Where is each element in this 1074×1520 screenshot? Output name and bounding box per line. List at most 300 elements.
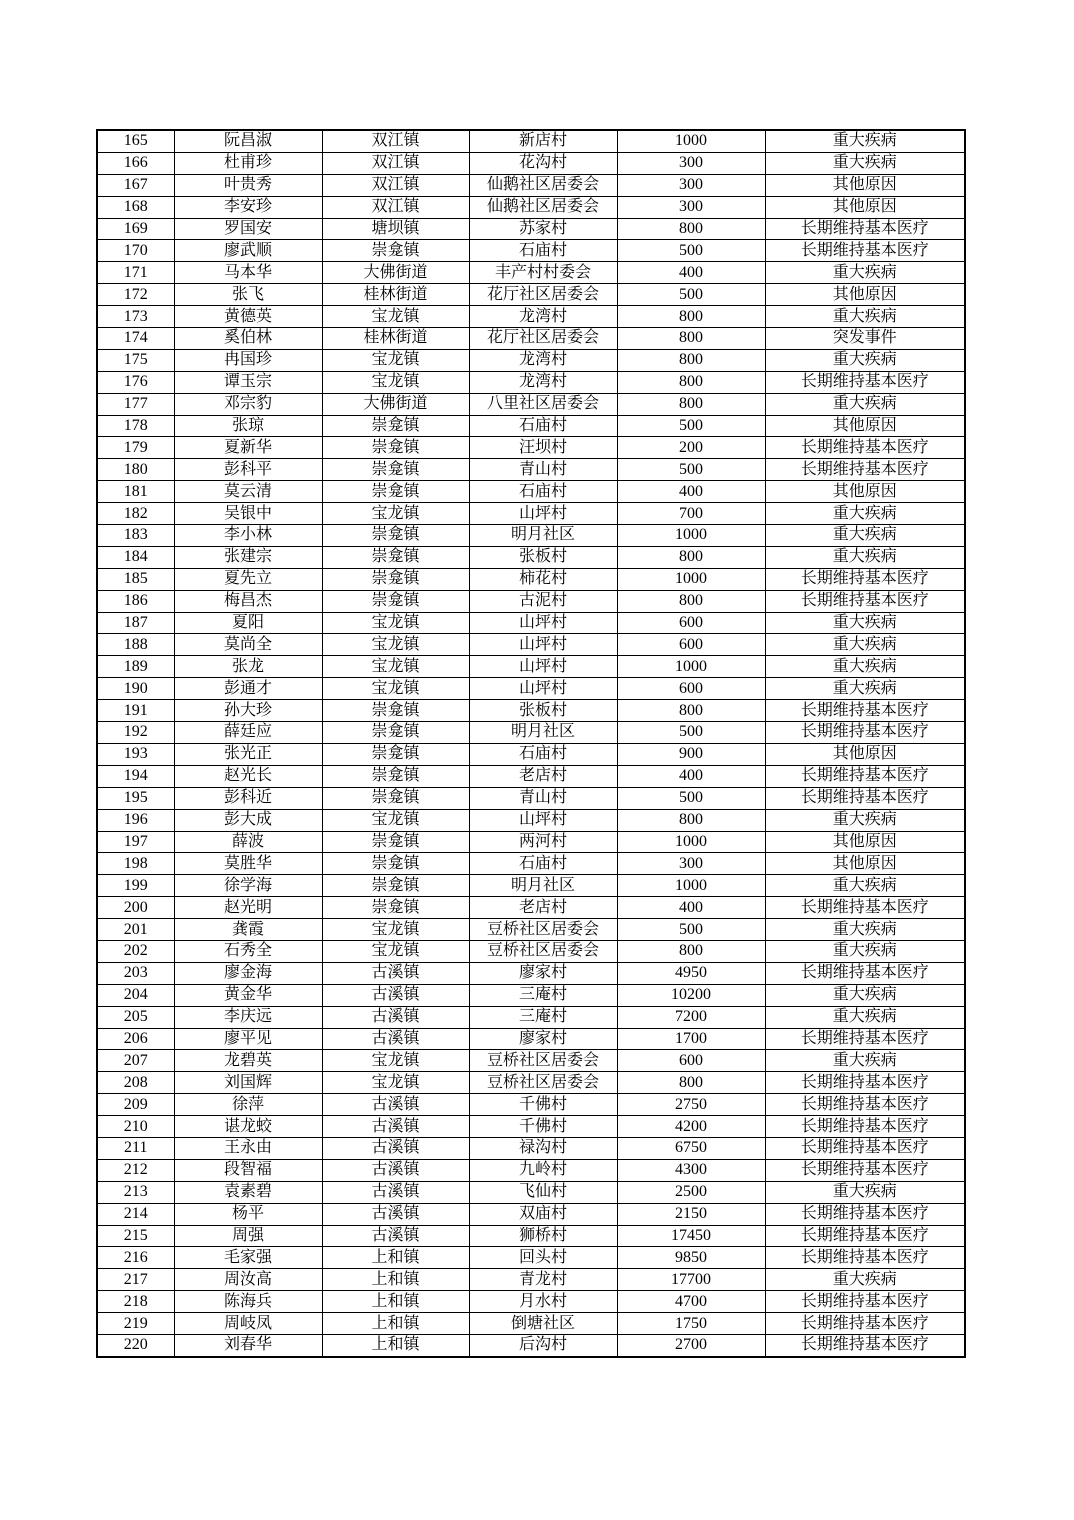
amount-cell: 700 — [617, 503, 765, 525]
reason-cell: 其他原因 — [765, 831, 965, 853]
amount-cell: 500 — [617, 415, 765, 437]
village-cell: 豆桥社区居委会 — [469, 940, 617, 962]
row-number-cell: 204 — [97, 984, 174, 1006]
reason-cell: 突发事件 — [765, 328, 965, 350]
table-row — [97, 1028, 965, 1050]
village-cell: 古泥村 — [469, 590, 617, 612]
table-row — [97, 568, 965, 590]
village-cell: 千佛村 — [469, 1116, 617, 1138]
person-name-cell: 周强 — [174, 1225, 322, 1247]
reason-cell: 其他原因 — [765, 743, 965, 765]
row-number-cell: 166 — [97, 152, 174, 174]
table-row — [97, 437, 965, 459]
village-cell: 青山村 — [469, 459, 617, 481]
town-cell: 宝龙镇 — [322, 306, 469, 328]
town-cell: 崇龛镇 — [322, 459, 469, 481]
reason-cell: 重大疾病 — [765, 875, 965, 897]
table-row — [97, 897, 965, 919]
row-number-cell: 198 — [97, 853, 174, 875]
town-cell: 宝龙镇 — [322, 656, 469, 678]
table-row — [97, 1247, 965, 1269]
reason-cell: 重大疾病 — [765, 393, 965, 415]
village-cell: 豆桥社区居委会 — [469, 919, 617, 941]
person-name-cell: 夏新华 — [174, 437, 322, 459]
row-number-cell: 193 — [97, 743, 174, 765]
amount-cell: 300 — [617, 196, 765, 218]
village-cell: 石庙村 — [469, 415, 617, 437]
row-number-cell: 176 — [97, 371, 174, 393]
row-number-cell: 169 — [97, 218, 174, 240]
village-cell: 石庙村 — [469, 481, 617, 503]
village-cell: 丰产村村委会 — [469, 262, 617, 284]
row-number-cell: 168 — [97, 196, 174, 218]
person-name-cell: 马本华 — [174, 262, 322, 284]
row-number-cell: 173 — [97, 306, 174, 328]
person-name-cell: 黄德英 — [174, 306, 322, 328]
row-number-cell: 185 — [97, 568, 174, 590]
village-cell: 豆桥社区居委会 — [469, 1050, 617, 1072]
table-row — [97, 1006, 965, 1028]
reason-cell: 长期维持基本医疗 — [765, 459, 965, 481]
village-cell: 狮桥村 — [469, 1225, 617, 1247]
village-cell: 石庙村 — [469, 853, 617, 875]
table-row — [97, 962, 965, 984]
row-number-cell: 188 — [97, 634, 174, 656]
town-cell: 古溪镇 — [322, 984, 469, 1006]
amount-cell: 800 — [617, 940, 765, 962]
amount-cell: 2700 — [617, 1334, 765, 1356]
reason-cell: 长期维持基本医疗 — [765, 962, 965, 984]
amount-cell: 500 — [617, 787, 765, 809]
town-cell: 宝龙镇 — [322, 1072, 469, 1094]
row-number-cell: 180 — [97, 459, 174, 481]
town-cell: 宝龙镇 — [322, 503, 469, 525]
row-number-cell: 217 — [97, 1269, 174, 1291]
person-name-cell: 李安珍 — [174, 196, 322, 218]
reason-cell: 长期维持基本医疗 — [765, 1203, 965, 1225]
reason-cell: 长期维持基本医疗 — [765, 568, 965, 590]
row-number-cell: 190 — [97, 678, 174, 700]
amount-cell: 500 — [617, 459, 765, 481]
person-name-cell: 彭通才 — [174, 678, 322, 700]
table-row — [97, 634, 965, 656]
row-number-cell: 170 — [97, 240, 174, 262]
reason-cell: 重大疾病 — [765, 349, 965, 371]
amount-cell: 6750 — [617, 1137, 765, 1159]
town-cell: 双江镇 — [322, 130, 469, 152]
person-name-cell: 廖金海 — [174, 962, 322, 984]
town-cell: 崇龛镇 — [322, 481, 469, 503]
reason-cell: 重大疾病 — [765, 809, 965, 831]
amount-cell: 1000 — [617, 656, 765, 678]
table-row — [97, 919, 965, 941]
village-cell: 两河村 — [469, 831, 617, 853]
village-cell: 回头村 — [469, 1247, 617, 1269]
person-name-cell: 刘春华 — [174, 1334, 322, 1356]
table-row — [97, 174, 965, 196]
person-name-cell: 杨平 — [174, 1203, 322, 1225]
reason-cell: 其他原因 — [765, 481, 965, 503]
table-row — [97, 1094, 965, 1116]
village-cell: 张板村 — [469, 546, 617, 568]
reason-cell: 长期维持基本医疗 — [765, 1116, 965, 1138]
row-number-cell: 207 — [97, 1050, 174, 1072]
person-name-cell: 李小林 — [174, 525, 322, 547]
town-cell: 古溪镇 — [322, 1203, 469, 1225]
person-name-cell: 冉国珍 — [174, 349, 322, 371]
reason-cell: 长期维持基本医疗 — [765, 1334, 965, 1356]
amount-cell: 800 — [617, 590, 765, 612]
village-cell: 石庙村 — [469, 240, 617, 262]
town-cell: 古溪镇 — [322, 1159, 469, 1181]
row-number-cell: 211 — [97, 1137, 174, 1159]
amount-cell: 4950 — [617, 962, 765, 984]
amount-cell: 300 — [617, 174, 765, 196]
reason-cell: 重大疾病 — [765, 306, 965, 328]
row-number-cell: 167 — [97, 174, 174, 196]
table-row — [97, 853, 965, 875]
reason-cell: 长期维持基本医疗 — [765, 240, 965, 262]
village-cell: 花沟村 — [469, 152, 617, 174]
table-row — [97, 262, 965, 284]
person-name-cell: 赵光长 — [174, 765, 322, 787]
person-name-cell: 廖平见 — [174, 1028, 322, 1050]
row-number-cell: 175 — [97, 349, 174, 371]
table-row — [97, 656, 965, 678]
row-number-cell: 218 — [97, 1291, 174, 1313]
amount-cell: 10200 — [617, 984, 765, 1006]
town-cell: 古溪镇 — [322, 1181, 469, 1203]
amount-cell: 200 — [617, 437, 765, 459]
person-name-cell: 叶贵秀 — [174, 174, 322, 196]
amount-cell: 1000 — [617, 831, 765, 853]
reason-cell: 长期维持基本医疗 — [765, 1291, 965, 1313]
town-cell: 崇龛镇 — [322, 415, 469, 437]
person-name-cell: 廖武顺 — [174, 240, 322, 262]
town-cell: 双江镇 — [322, 152, 469, 174]
table-row — [97, 459, 965, 481]
town-cell: 宝龙镇 — [322, 371, 469, 393]
table-row — [97, 612, 965, 634]
person-name-cell: 张光正 — [174, 743, 322, 765]
table-row — [97, 415, 965, 437]
row-number-cell: 186 — [97, 590, 174, 612]
village-cell: 三庵村 — [469, 984, 617, 1006]
amount-cell: 800 — [617, 546, 765, 568]
reason-cell: 其他原因 — [765, 284, 965, 306]
table-row — [97, 328, 965, 350]
row-number-cell: 220 — [97, 1334, 174, 1356]
reason-cell: 长期维持基本医疗 — [765, 1225, 965, 1247]
person-name-cell: 夏先立 — [174, 568, 322, 590]
table-row — [97, 765, 965, 787]
person-name-cell: 奚伯林 — [174, 328, 322, 350]
town-cell: 崇龛镇 — [322, 568, 469, 590]
town-cell: 宝龙镇 — [322, 919, 469, 941]
reason-cell: 长期维持基本医疗 — [765, 787, 965, 809]
village-cell: 龙湾村 — [469, 371, 617, 393]
reason-cell: 重大疾病 — [765, 656, 965, 678]
village-cell: 明月社区 — [469, 875, 617, 897]
village-cell: 青龙村 — [469, 1269, 617, 1291]
reason-cell: 重大疾病 — [765, 525, 965, 547]
person-name-cell: 彭科平 — [174, 459, 322, 481]
person-name-cell: 梅昌杰 — [174, 590, 322, 612]
reason-cell: 其他原因 — [765, 415, 965, 437]
person-name-cell: 阮昌淑 — [174, 130, 322, 152]
person-name-cell: 莫胜华 — [174, 853, 322, 875]
table-row — [97, 1137, 965, 1159]
amount-cell: 600 — [617, 678, 765, 700]
assistance-table — [96, 129, 966, 1358]
person-name-cell: 彭大成 — [174, 809, 322, 831]
amount-cell: 17700 — [617, 1269, 765, 1291]
village-cell: 花厅社区居委会 — [469, 284, 617, 306]
town-cell: 崇龛镇 — [322, 525, 469, 547]
reason-cell: 重大疾病 — [765, 678, 965, 700]
village-cell: 老店村 — [469, 765, 617, 787]
table-row — [97, 1159, 965, 1181]
table-row — [97, 1334, 965, 1356]
amount-cell: 800 — [617, 1072, 765, 1094]
person-name-cell: 彭科近 — [174, 787, 322, 809]
person-name-cell: 张建宗 — [174, 546, 322, 568]
village-cell: 花厅社区居委会 — [469, 328, 617, 350]
town-cell: 古溪镇 — [322, 1137, 469, 1159]
village-cell: 山坪村 — [469, 503, 617, 525]
row-number-cell: 199 — [97, 875, 174, 897]
reason-cell: 长期维持基本医疗 — [765, 700, 965, 722]
row-number-cell: 189 — [97, 656, 174, 678]
amount-cell: 1000 — [617, 568, 765, 590]
reason-cell: 重大疾病 — [765, 1006, 965, 1028]
amount-cell: 2750 — [617, 1094, 765, 1116]
person-name-cell: 石秀全 — [174, 940, 322, 962]
village-cell: 千佛村 — [469, 1094, 617, 1116]
village-cell: 禄沟村 — [469, 1137, 617, 1159]
town-cell: 崇龛镇 — [322, 875, 469, 897]
row-number-cell: 202 — [97, 940, 174, 962]
table-row — [97, 481, 965, 503]
village-cell: 双庙村 — [469, 1203, 617, 1225]
person-name-cell: 邓宗豹 — [174, 393, 322, 415]
row-number-cell: 200 — [97, 897, 174, 919]
person-name-cell: 张飞 — [174, 284, 322, 306]
reason-cell: 长期维持基本医疗 — [765, 1159, 965, 1181]
reason-cell: 长期维持基本医疗 — [765, 1137, 965, 1159]
town-cell: 双江镇 — [322, 174, 469, 196]
table-row — [97, 831, 965, 853]
row-number-cell: 177 — [97, 393, 174, 415]
reason-cell: 其他原因 — [765, 196, 965, 218]
town-cell: 宝龙镇 — [322, 1050, 469, 1072]
reason-cell: 长期维持基本医疗 — [765, 218, 965, 240]
town-cell: 崇龛镇 — [322, 437, 469, 459]
table-row — [97, 503, 965, 525]
reason-cell: 重大疾病 — [765, 546, 965, 568]
town-cell: 古溪镇 — [322, 1116, 469, 1138]
town-cell: 崇龛镇 — [322, 853, 469, 875]
town-cell: 宝龙镇 — [322, 349, 469, 371]
town-cell: 崇龛镇 — [322, 590, 469, 612]
row-number-cell: 209 — [97, 1094, 174, 1116]
row-number-cell: 187 — [97, 612, 174, 634]
town-cell: 上和镇 — [322, 1291, 469, 1313]
village-cell: 倒塘社区 — [469, 1313, 617, 1335]
reason-cell: 长期维持基本医疗 — [765, 765, 965, 787]
row-number-cell: 194 — [97, 765, 174, 787]
row-number-cell: 184 — [97, 546, 174, 568]
amount-cell: 300 — [617, 853, 765, 875]
village-cell: 豆桥社区居委会 — [469, 1072, 617, 1094]
person-name-cell: 李庆远 — [174, 1006, 322, 1028]
reason-cell: 重大疾病 — [765, 1050, 965, 1072]
amount-cell: 1750 — [617, 1313, 765, 1335]
town-cell: 崇龛镇 — [322, 546, 469, 568]
village-cell: 龙湾村 — [469, 349, 617, 371]
amount-cell: 1000 — [617, 525, 765, 547]
reason-cell: 重大疾病 — [765, 262, 965, 284]
person-name-cell: 吴银中 — [174, 503, 322, 525]
person-name-cell: 徐学海 — [174, 875, 322, 897]
town-cell: 古溪镇 — [322, 1094, 469, 1116]
row-number-cell: 192 — [97, 722, 174, 744]
village-cell: 山坪村 — [469, 612, 617, 634]
village-cell: 廖家村 — [469, 962, 617, 984]
amount-cell: 800 — [617, 306, 765, 328]
table-row — [97, 1203, 965, 1225]
town-cell: 崇龛镇 — [322, 897, 469, 919]
reason-cell: 长期维持基本医疗 — [765, 897, 965, 919]
person-name-cell: 袁素碧 — [174, 1181, 322, 1203]
reason-cell: 长期维持基本医疗 — [765, 1247, 965, 1269]
table-row — [97, 875, 965, 897]
village-cell: 明月社区 — [469, 722, 617, 744]
row-number-cell: 203 — [97, 962, 174, 984]
town-cell: 古溪镇 — [322, 1006, 469, 1028]
row-number-cell: 171 — [97, 262, 174, 284]
person-name-cell: 张龙 — [174, 656, 322, 678]
amount-cell: 400 — [617, 481, 765, 503]
reason-cell: 长期维持基本医疗 — [765, 1028, 965, 1050]
person-name-cell: 莫云清 — [174, 481, 322, 503]
row-number-cell: 179 — [97, 437, 174, 459]
table-row — [97, 546, 965, 568]
town-cell: 塘坝镇 — [322, 218, 469, 240]
amount-cell: 17450 — [617, 1225, 765, 1247]
amount-cell: 9850 — [617, 1247, 765, 1269]
table-row — [97, 984, 965, 1006]
amount-cell: 500 — [617, 284, 765, 306]
person-name-cell: 周岐凤 — [174, 1313, 322, 1335]
town-cell: 崇龛镇 — [322, 700, 469, 722]
table-row — [97, 1269, 965, 1291]
reason-cell: 重大疾病 — [765, 634, 965, 656]
village-cell: 后沟村 — [469, 1334, 617, 1356]
row-number-cell: 181 — [97, 481, 174, 503]
town-cell: 宝龙镇 — [322, 678, 469, 700]
table-body — [97, 130, 965, 1357]
row-number-cell: 172 — [97, 284, 174, 306]
row-number-cell: 212 — [97, 1159, 174, 1181]
table-row — [97, 218, 965, 240]
row-number-cell: 165 — [97, 130, 174, 152]
table-row — [97, 700, 965, 722]
table-row — [97, 1313, 965, 1335]
person-name-cell: 周汝高 — [174, 1269, 322, 1291]
row-number-cell: 182 — [97, 503, 174, 525]
amount-cell: 300 — [617, 152, 765, 174]
table-row — [97, 743, 965, 765]
row-number-cell: 196 — [97, 809, 174, 831]
amount-cell: 600 — [617, 1050, 765, 1072]
town-cell: 上和镇 — [322, 1334, 469, 1356]
reason-cell: 重大疾病 — [765, 1269, 965, 1291]
reason-cell: 长期维持基本医疗 — [765, 1313, 965, 1335]
reason-cell: 重大疾病 — [765, 612, 965, 634]
village-cell: 九岭村 — [469, 1159, 617, 1181]
town-cell: 宝龙镇 — [322, 940, 469, 962]
person-name-cell: 杜甫珍 — [174, 152, 322, 174]
row-number-cell: 197 — [97, 831, 174, 853]
table-row — [97, 1181, 965, 1203]
amount-cell: 800 — [617, 700, 765, 722]
amount-cell: 500 — [617, 722, 765, 744]
row-number-cell: 183 — [97, 525, 174, 547]
table-row — [97, 371, 965, 393]
amount-cell: 900 — [617, 743, 765, 765]
table-row — [97, 240, 965, 262]
table-row — [97, 1291, 965, 1313]
reason-cell: 长期维持基本医疗 — [765, 371, 965, 393]
table-row — [97, 152, 965, 174]
table-row — [97, 525, 965, 547]
person-name-cell: 陈海兵 — [174, 1291, 322, 1313]
table-row — [97, 722, 965, 744]
town-cell: 崇龛镇 — [322, 787, 469, 809]
person-name-cell: 龙碧英 — [174, 1050, 322, 1072]
village-cell: 龙湾村 — [469, 306, 617, 328]
amount-cell: 800 — [617, 809, 765, 831]
person-name-cell: 薛廷应 — [174, 722, 322, 744]
person-name-cell: 段智福 — [174, 1159, 322, 1181]
row-number-cell: 216 — [97, 1247, 174, 1269]
village-cell: 汪坝村 — [469, 437, 617, 459]
person-name-cell: 莫尚全 — [174, 634, 322, 656]
town-cell: 双江镇 — [322, 196, 469, 218]
town-cell: 崇龛镇 — [322, 722, 469, 744]
amount-cell: 400 — [617, 765, 765, 787]
row-number-cell: 214 — [97, 1203, 174, 1225]
town-cell: 崇龛镇 — [322, 831, 469, 853]
village-cell: 三庵村 — [469, 1006, 617, 1028]
amount-cell: 2150 — [617, 1203, 765, 1225]
row-number-cell: 191 — [97, 700, 174, 722]
amount-cell: 600 — [617, 634, 765, 656]
reason-cell: 长期维持基本医疗 — [765, 1072, 965, 1094]
table-row — [97, 1072, 965, 1094]
amount-cell: 7200 — [617, 1006, 765, 1028]
row-number-cell: 206 — [97, 1028, 174, 1050]
table-row — [97, 940, 965, 962]
person-name-cell: 刘国辉 — [174, 1072, 322, 1094]
village-cell: 廖家村 — [469, 1028, 617, 1050]
amount-cell: 1700 — [617, 1028, 765, 1050]
table-row — [97, 393, 965, 415]
village-cell: 仙鹅社区居委会 — [469, 174, 617, 196]
town-cell: 桂林街道 — [322, 284, 469, 306]
amount-cell: 500 — [617, 919, 765, 941]
